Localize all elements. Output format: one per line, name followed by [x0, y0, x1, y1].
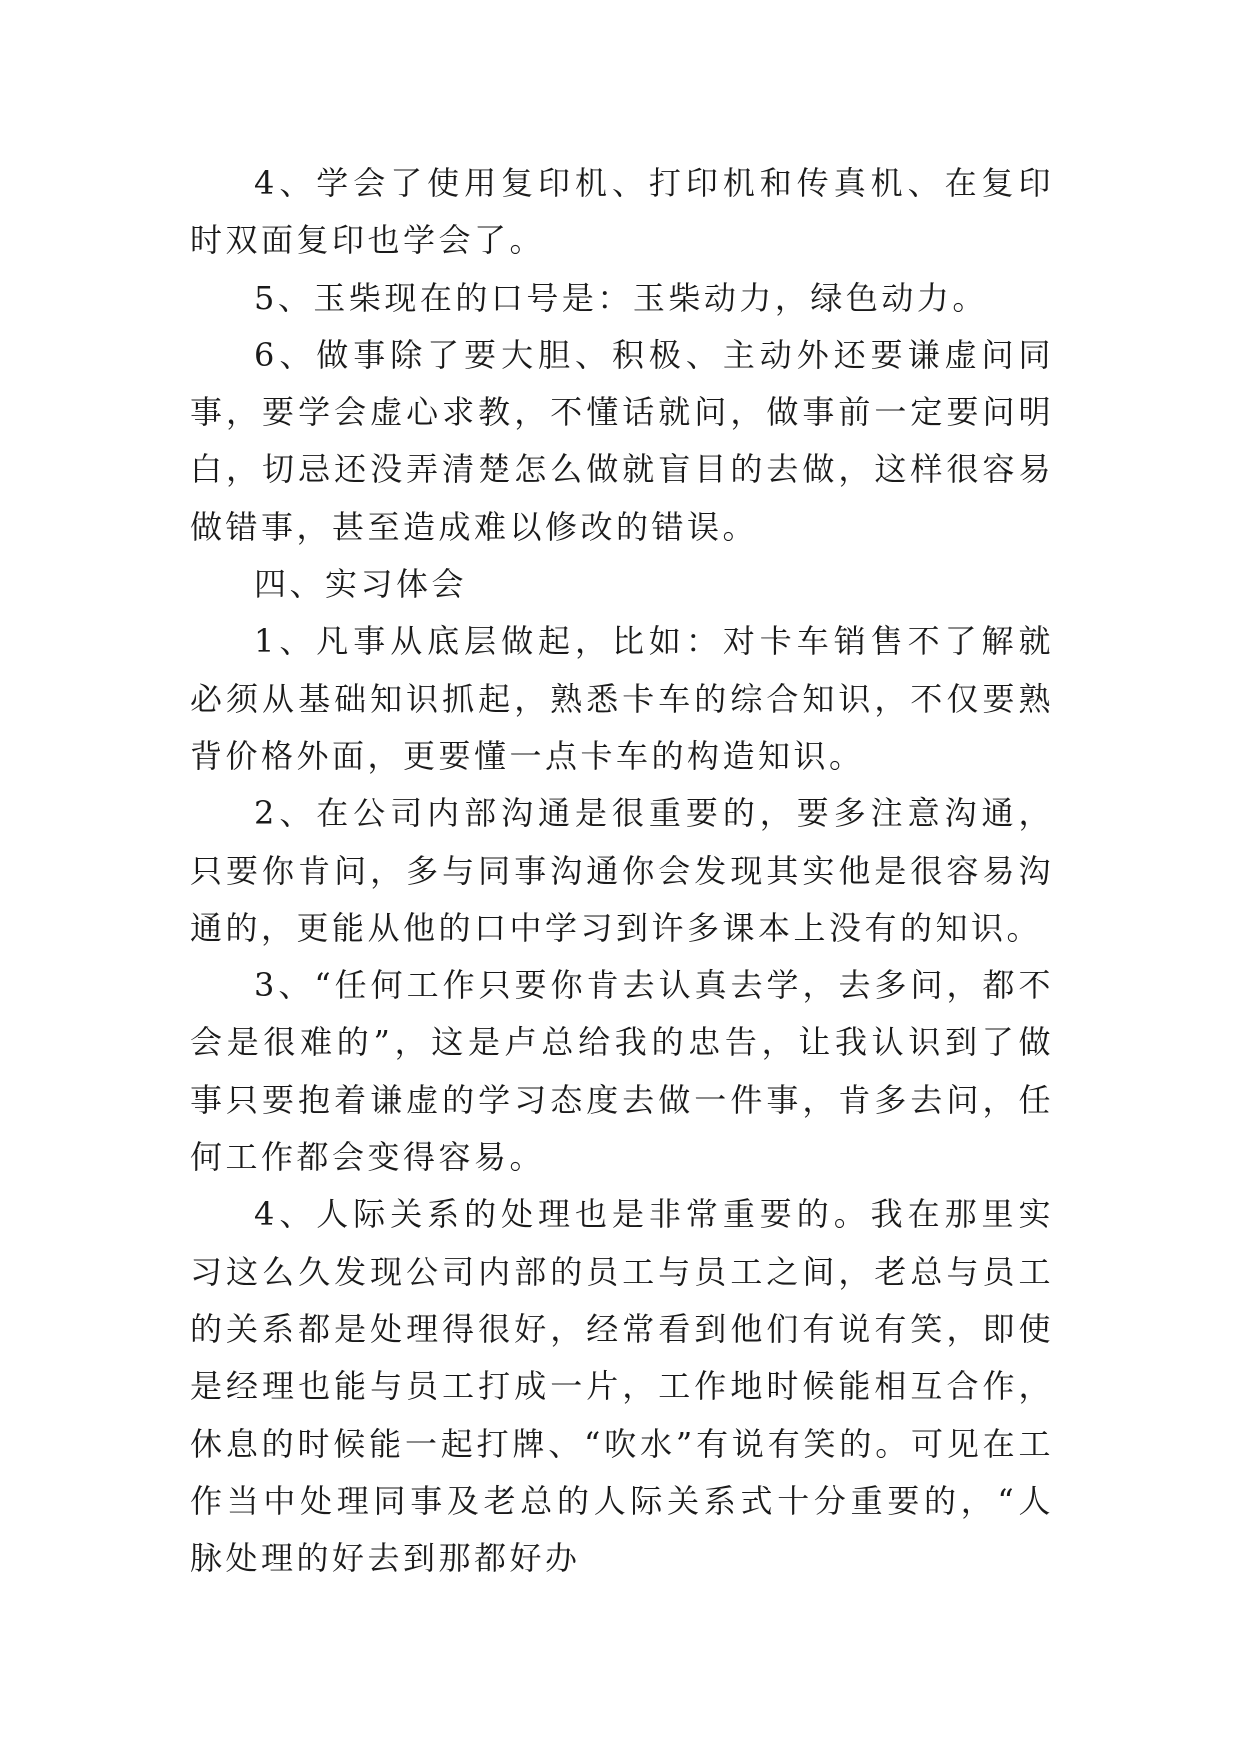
paragraph-experience-4: 4、人际关系的处理也是非常重要的。我在那里实习这么久发现公司内部的员工与员工之间，老总与员工的关系都是处理得很好，经常看到他们有说有笑，即使是经理也能与员工打成一片，工作地时候能相互合作，休息的时候能一起打牌、“吹水”有说有笑的。可见在工作当中处理同事及老总的人际关系式十分重要的，“人脉处理的好去到那都好办	[190, 1195, 1054, 1578]
paragraph-experience-2: 2、在公司内部沟通是很重要的，要多注意沟通，只要你肯问，多与同事沟通你会发现其实他是很容易沟通的，更能从他的口中学习到许多课本上没有的知识。	[190, 794, 1054, 947]
section-heading-internship-experience: 四、实习体会	[254, 565, 468, 604]
paragraph-experience-1: 1、凡事从底层做起，比如：对卡车销售不了解就必须从基础知识抓起，熟悉卡车的综合知识，不仅要熟背价格外面，更要懂一点卡车的构造知识。	[190, 622, 1054, 775]
document-body	[190, 155, 1054, 1587]
paragraph-item-4-copier: 4、学会了使用复印机、打印机和传真机、在复印时双面复印也学会了。	[190, 164, 1054, 260]
paragraph-item-6-attitude: 6、做事除了要大胆、积极、主动外还要谦虚问同事，要学会虚心求教，不懂话就问，做事前一定要问明白，切忌还没弄清楚怎么做就盲目的去做，这样很容易做错事，甚至造成难以修改的错误。	[190, 335, 1054, 546]
paragraph-experience-3: 3、“任何工作只要你肯去认真去学，去多问，都不会是很难的”，这是卢总给我的忠告，让我认识到了做事只要抱着谦虚的学习态度去做一件事，肯多去问，任何工作都会变得容易。	[190, 966, 1054, 1177]
paragraph-item-5-slogan: 5、玉柴现在的口号是：玉柴动力，绿色动力。	[254, 278, 988, 317]
